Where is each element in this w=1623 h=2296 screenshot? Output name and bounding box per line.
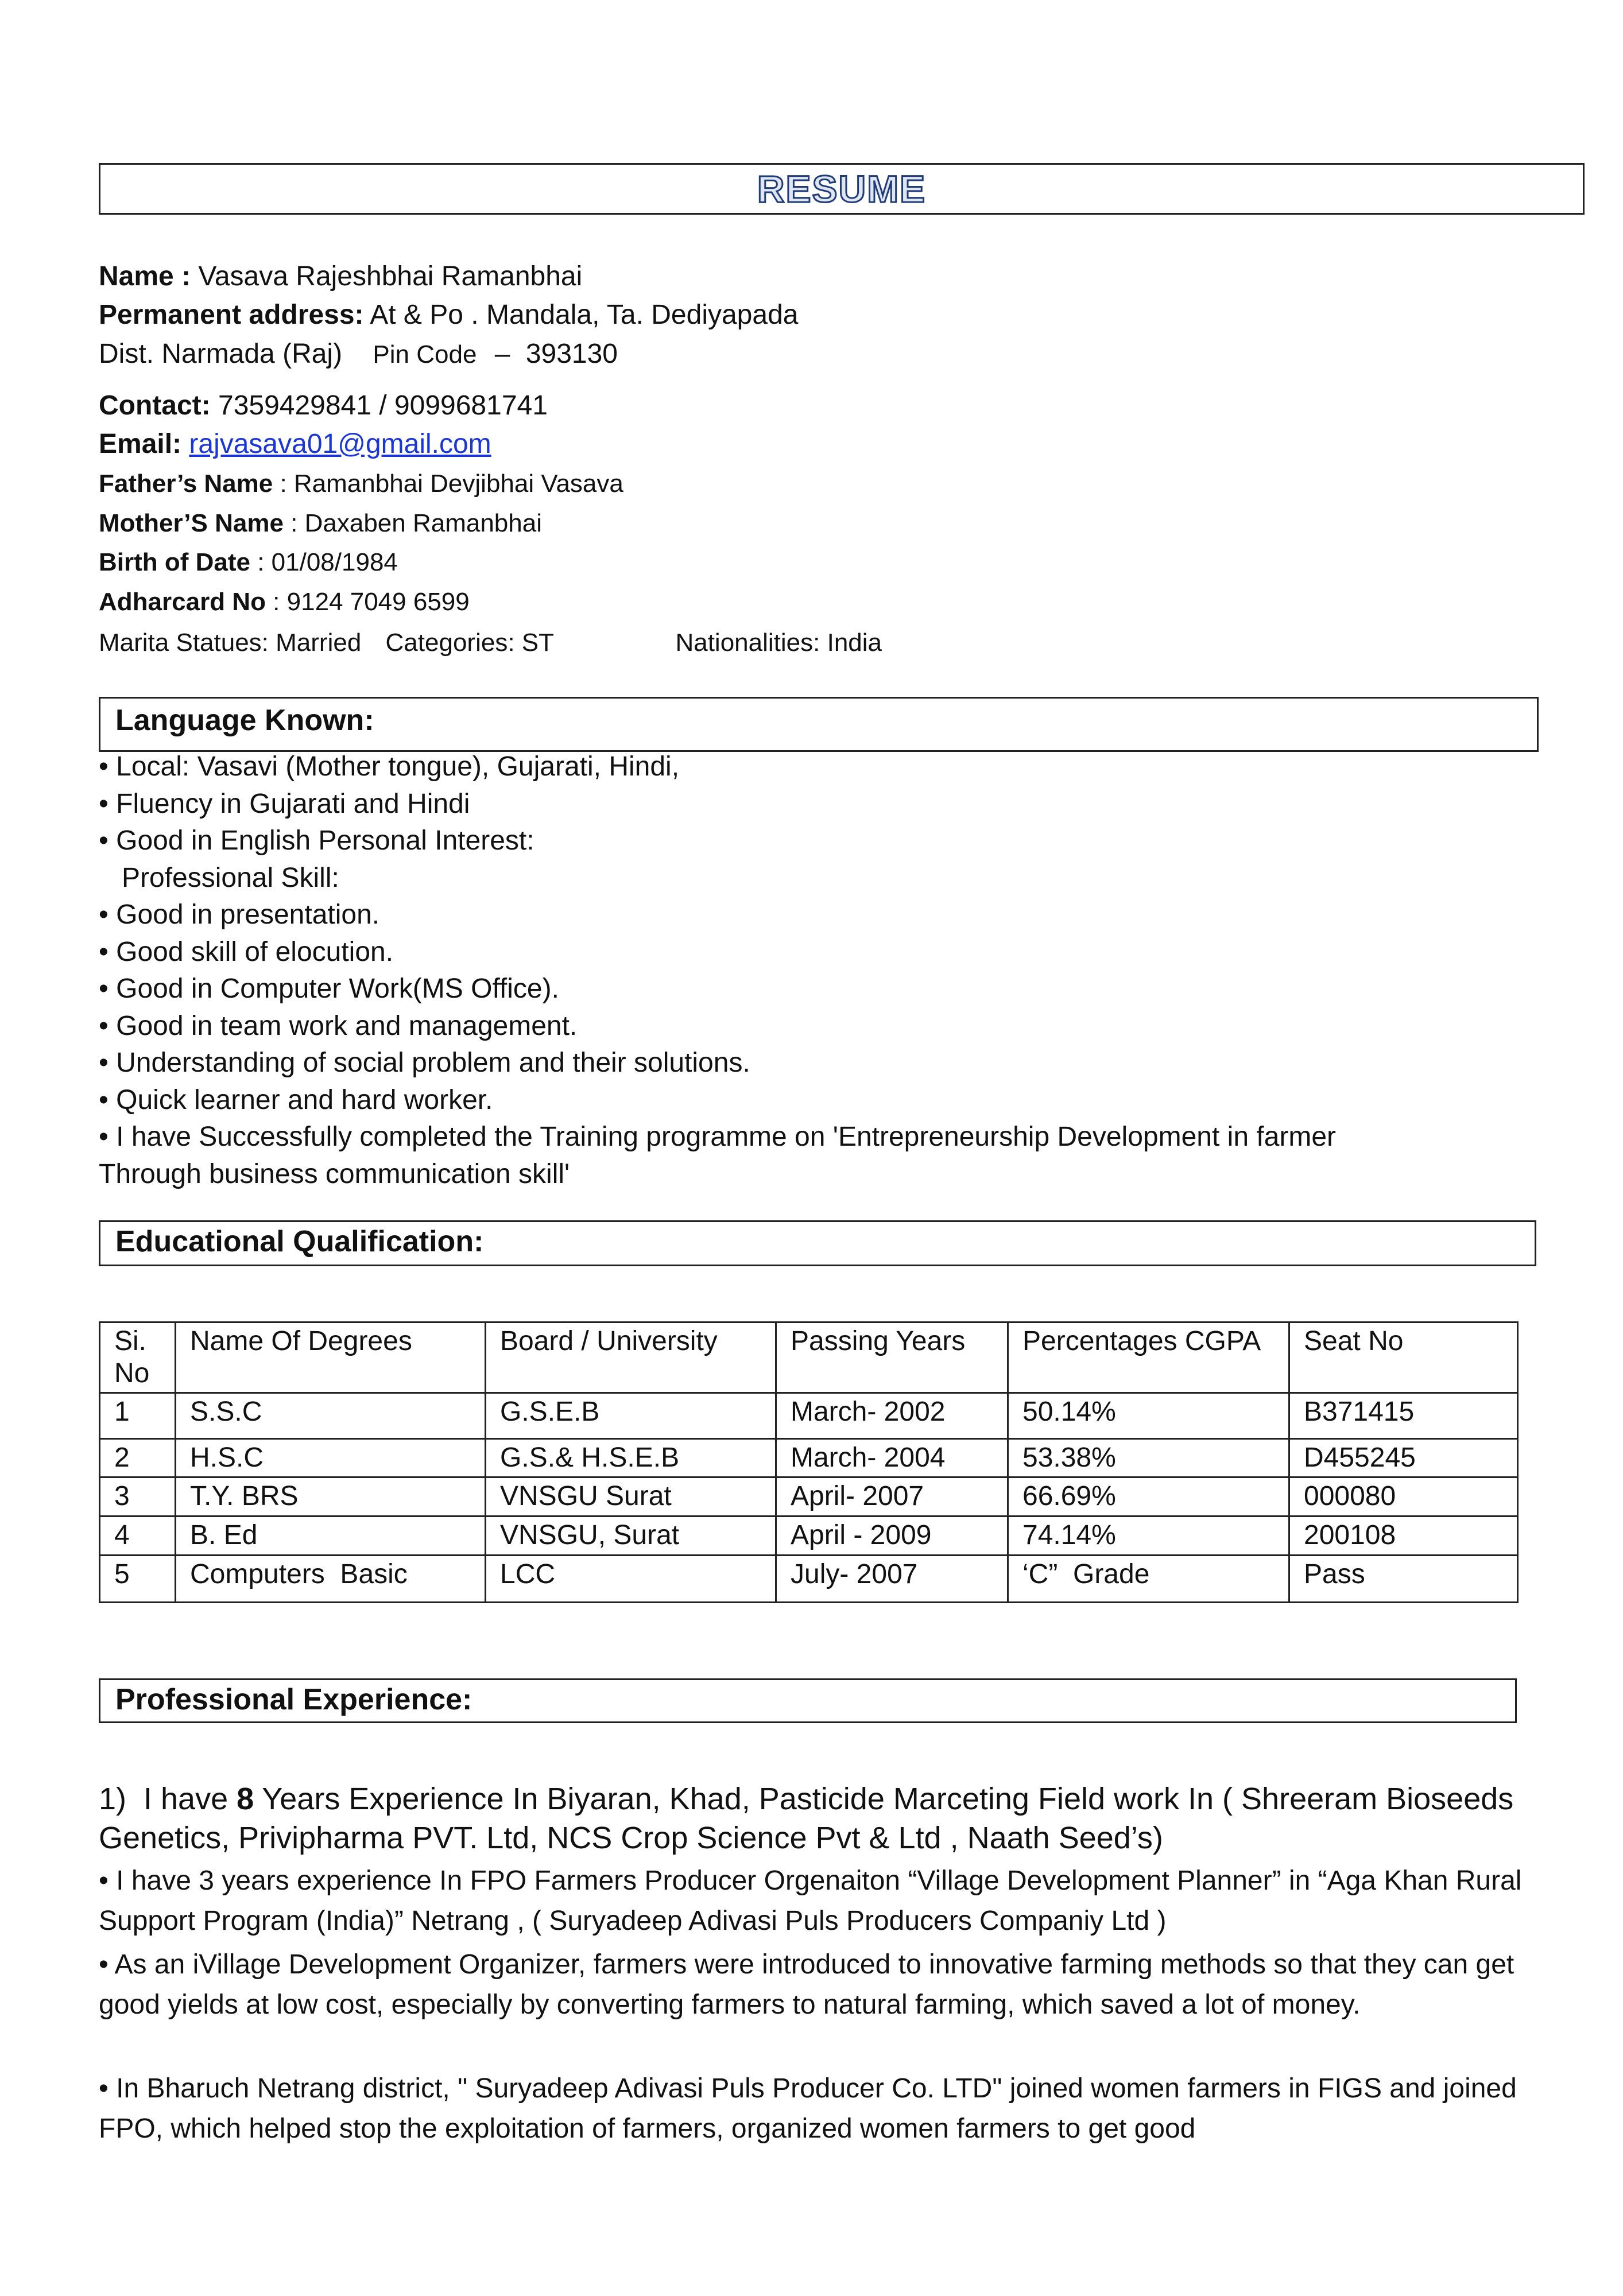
table-cell: 53.38% <box>1008 1439 1289 1477</box>
nationality-label: Nationalities: <box>675 629 820 657</box>
table-row <box>100 1477 1518 1517</box>
pin-value: 393130 <box>525 339 618 369</box>
table-header-row <box>100 1322 1518 1393</box>
experience-heading: Professional Experience: <box>115 1683 472 1716</box>
address-label: Permanent address: <box>99 300 364 330</box>
list-item: • Good in Computer Work(MS Office). <box>99 974 559 1004</box>
father-line <box>99 468 623 500</box>
table-cell: 200108 <box>1289 1517 1518 1556</box>
table-cell: 5 <box>100 1556 176 1603</box>
table-cell: G.S.E.B <box>486 1393 776 1439</box>
marital-value: Married <box>276 629 362 657</box>
table-cell: 66.69% <box>1008 1477 1289 1517</box>
table-cell: 3 <box>100 1477 176 1517</box>
table-cell: April - 2009 <box>776 1517 1008 1556</box>
language-heading: Language Known: <box>115 704 374 737</box>
list-item: • Local: Vasavi (Mother tongue), Gujarati, Hindi, <box>99 751 680 782</box>
education-table <box>99 1321 1519 1603</box>
header-cell: Board / University <box>486 1322 776 1393</box>
category-value: ST <box>521 629 554 657</box>
list-item: Through business communication skill' <box>99 1158 570 1189</box>
table-row <box>100 1393 1518 1439</box>
education-heading: Educational Qualification: <box>115 1225 484 1258</box>
list-item: • Good in English Personal Interest: <box>99 825 534 856</box>
list-item: • Understanding of social problem and their solutions. <box>99 1048 750 1078</box>
birth-value: : 01/08/1984 <box>250 548 398 576</box>
resume-title: RESUME <box>757 168 927 210</box>
adhar-line <box>99 586 470 618</box>
header-cell: Si. No <box>100 1322 176 1393</box>
birth-label: Birth of Date <box>99 548 250 576</box>
header-cell: Seat No <box>1289 1322 1518 1393</box>
header-cell: Percentages CGPA <box>1008 1322 1289 1393</box>
table-cell: 4 <box>100 1517 176 1556</box>
table-cell: Pass <box>1289 1556 1518 1603</box>
experience-paragraph-4: • In Bharuch Netrang district, " Suryadeep Adivasi Puls Producer Co. LTD" joined women farmers in FIGS and joined FPO, which helped stop the exploitation of farmers, organized women farmers to get good <box>99 2073 1517 2144</box>
mother-label: Mother’S Name <box>99 509 284 537</box>
mother-line <box>99 507 542 540</box>
table-cell: VNSGU, Surat <box>486 1517 776 1556</box>
dist-line <box>99 338 618 371</box>
education-section-header <box>99 1220 1536 1266</box>
status-line <box>99 627 882 659</box>
list-item: • Fluency in Gujarati and Hindi <box>99 788 470 819</box>
table-cell: H.S.C <box>176 1439 486 1477</box>
experience-paragraph-3: • As an iVillage Development Organizer, farmers were introduced to innovative farming methods so that they can get good yields at low cost, especially by converting farmers to natural farming, which saved a lot of money. <box>99 1949 1514 2020</box>
table-cell: April- 2007 <box>776 1477 1008 1517</box>
contact-label: Contact: <box>99 390 211 421</box>
table-cell: 50.14% <box>1008 1393 1289 1439</box>
experience-section-header <box>99 1678 1517 1723</box>
father-label: Father’s Name <box>99 470 273 498</box>
table-row <box>100 1556 1518 1603</box>
table-cell: 000080 <box>1289 1477 1518 1517</box>
name-line <box>99 261 582 293</box>
table-cell: T.Y. BRS <box>176 1477 486 1517</box>
table-cell: ‘C” Grade <box>1008 1556 1289 1603</box>
birth-line <box>99 546 398 579</box>
list-item: Professional Skill: <box>99 862 339 893</box>
name-label: Name : <box>99 261 191 292</box>
table-row <box>100 1517 1518 1556</box>
marital-label: Marita Statues: <box>99 629 269 657</box>
name-value: Vasava Rajeshbhai Ramanbhai <box>191 261 583 292</box>
adhar-label: Adharcard No <box>99 588 266 616</box>
pin-dash: – <box>494 339 510 369</box>
table-cell: B. Ed <box>176 1517 486 1556</box>
experience-paragraph-2: • I have 3 years experience In FPO Farmers Producer Orgenaiton “Village Development Planner” in “Aga Khan Rural Support Program (India)” Netrang , ( Suryadeep Adivasi Puls Producers Companiy Ltd ) <box>99 1865 1522 1936</box>
mother-value: : Daxaben Ramanbhai <box>283 509 542 537</box>
header-cell: Passing Years <box>776 1322 1008 1393</box>
nationality-value: India <box>827 629 882 657</box>
language-list <box>99 748 1580 1193</box>
list-item: • Good in team work and management. <box>99 1010 578 1041</box>
table-cell: B371415 <box>1289 1393 1518 1439</box>
list-item: • Good in presentation. <box>99 899 380 930</box>
father-value: : Ramanbhai Devjibhai Vasava <box>273 470 623 498</box>
email-label: Email: <box>99 429 182 459</box>
header-cell: Name Of Degrees <box>176 1322 486 1393</box>
experience-paragraph-1 <box>99 1779 1523 1857</box>
table-cell: D455245 <box>1289 1439 1518 1477</box>
table-row <box>100 1439 1518 1477</box>
exp-p1-rest: Years Experience In Biyaran, Khad, Pasticide Marceting Field work In ( Shreeram Bioseeds Genetics, Privipharma PVT. Ltd, NCS Crop Science Pvt & Ltd , Naath Seed’s) <box>99 1782 1514 1855</box>
table-cell: LCC <box>486 1556 776 1603</box>
dist-value: Dist. Narmada (Raj) <box>99 339 343 369</box>
email-link[interactable]: rajvasava01@gmail.com <box>189 429 491 459</box>
pin-label: Pin Code <box>373 340 477 369</box>
adhar-value: : 9124 7049 6599 <box>265 588 470 616</box>
table-cell: Computers Basic <box>176 1556 486 1603</box>
table-cell: G.S.& H.S.E.B <box>486 1439 776 1477</box>
address-value: At & Po . Mandala, Ta. Dediyapada <box>363 300 799 330</box>
table-cell: S.S.C <box>176 1393 486 1439</box>
table-cell: March- 2004 <box>776 1439 1008 1477</box>
table-cell: 2 <box>100 1439 176 1477</box>
exp-years-bold: 8 <box>237 1782 254 1816</box>
address-line <box>99 299 798 331</box>
resume-title-box <box>99 163 1585 215</box>
table-cell: 74.14% <box>1008 1517 1289 1556</box>
table-cell: 1 <box>100 1393 176 1439</box>
contact-line <box>99 390 548 422</box>
table-cell: March- 2002 <box>776 1393 1008 1439</box>
email-line <box>99 428 491 460</box>
list-item: • I have Successfully completed the Training programme on 'Entrepreneurship Development in farmer <box>99 1122 1337 1152</box>
table-cell: VNSGU Surat <box>486 1477 776 1517</box>
list-item: • Quick learner and hard worker. <box>99 1084 493 1115</box>
exp-p1-start: 1) I have <box>99 1782 237 1816</box>
list-item: • Good skill of elocution. <box>99 936 394 967</box>
table-cell: July- 2007 <box>776 1556 1008 1603</box>
category-label: Categories: <box>385 629 515 657</box>
contact-value: 7359429841 / 9099681741 <box>210 390 548 421</box>
language-section-header <box>99 697 1539 752</box>
